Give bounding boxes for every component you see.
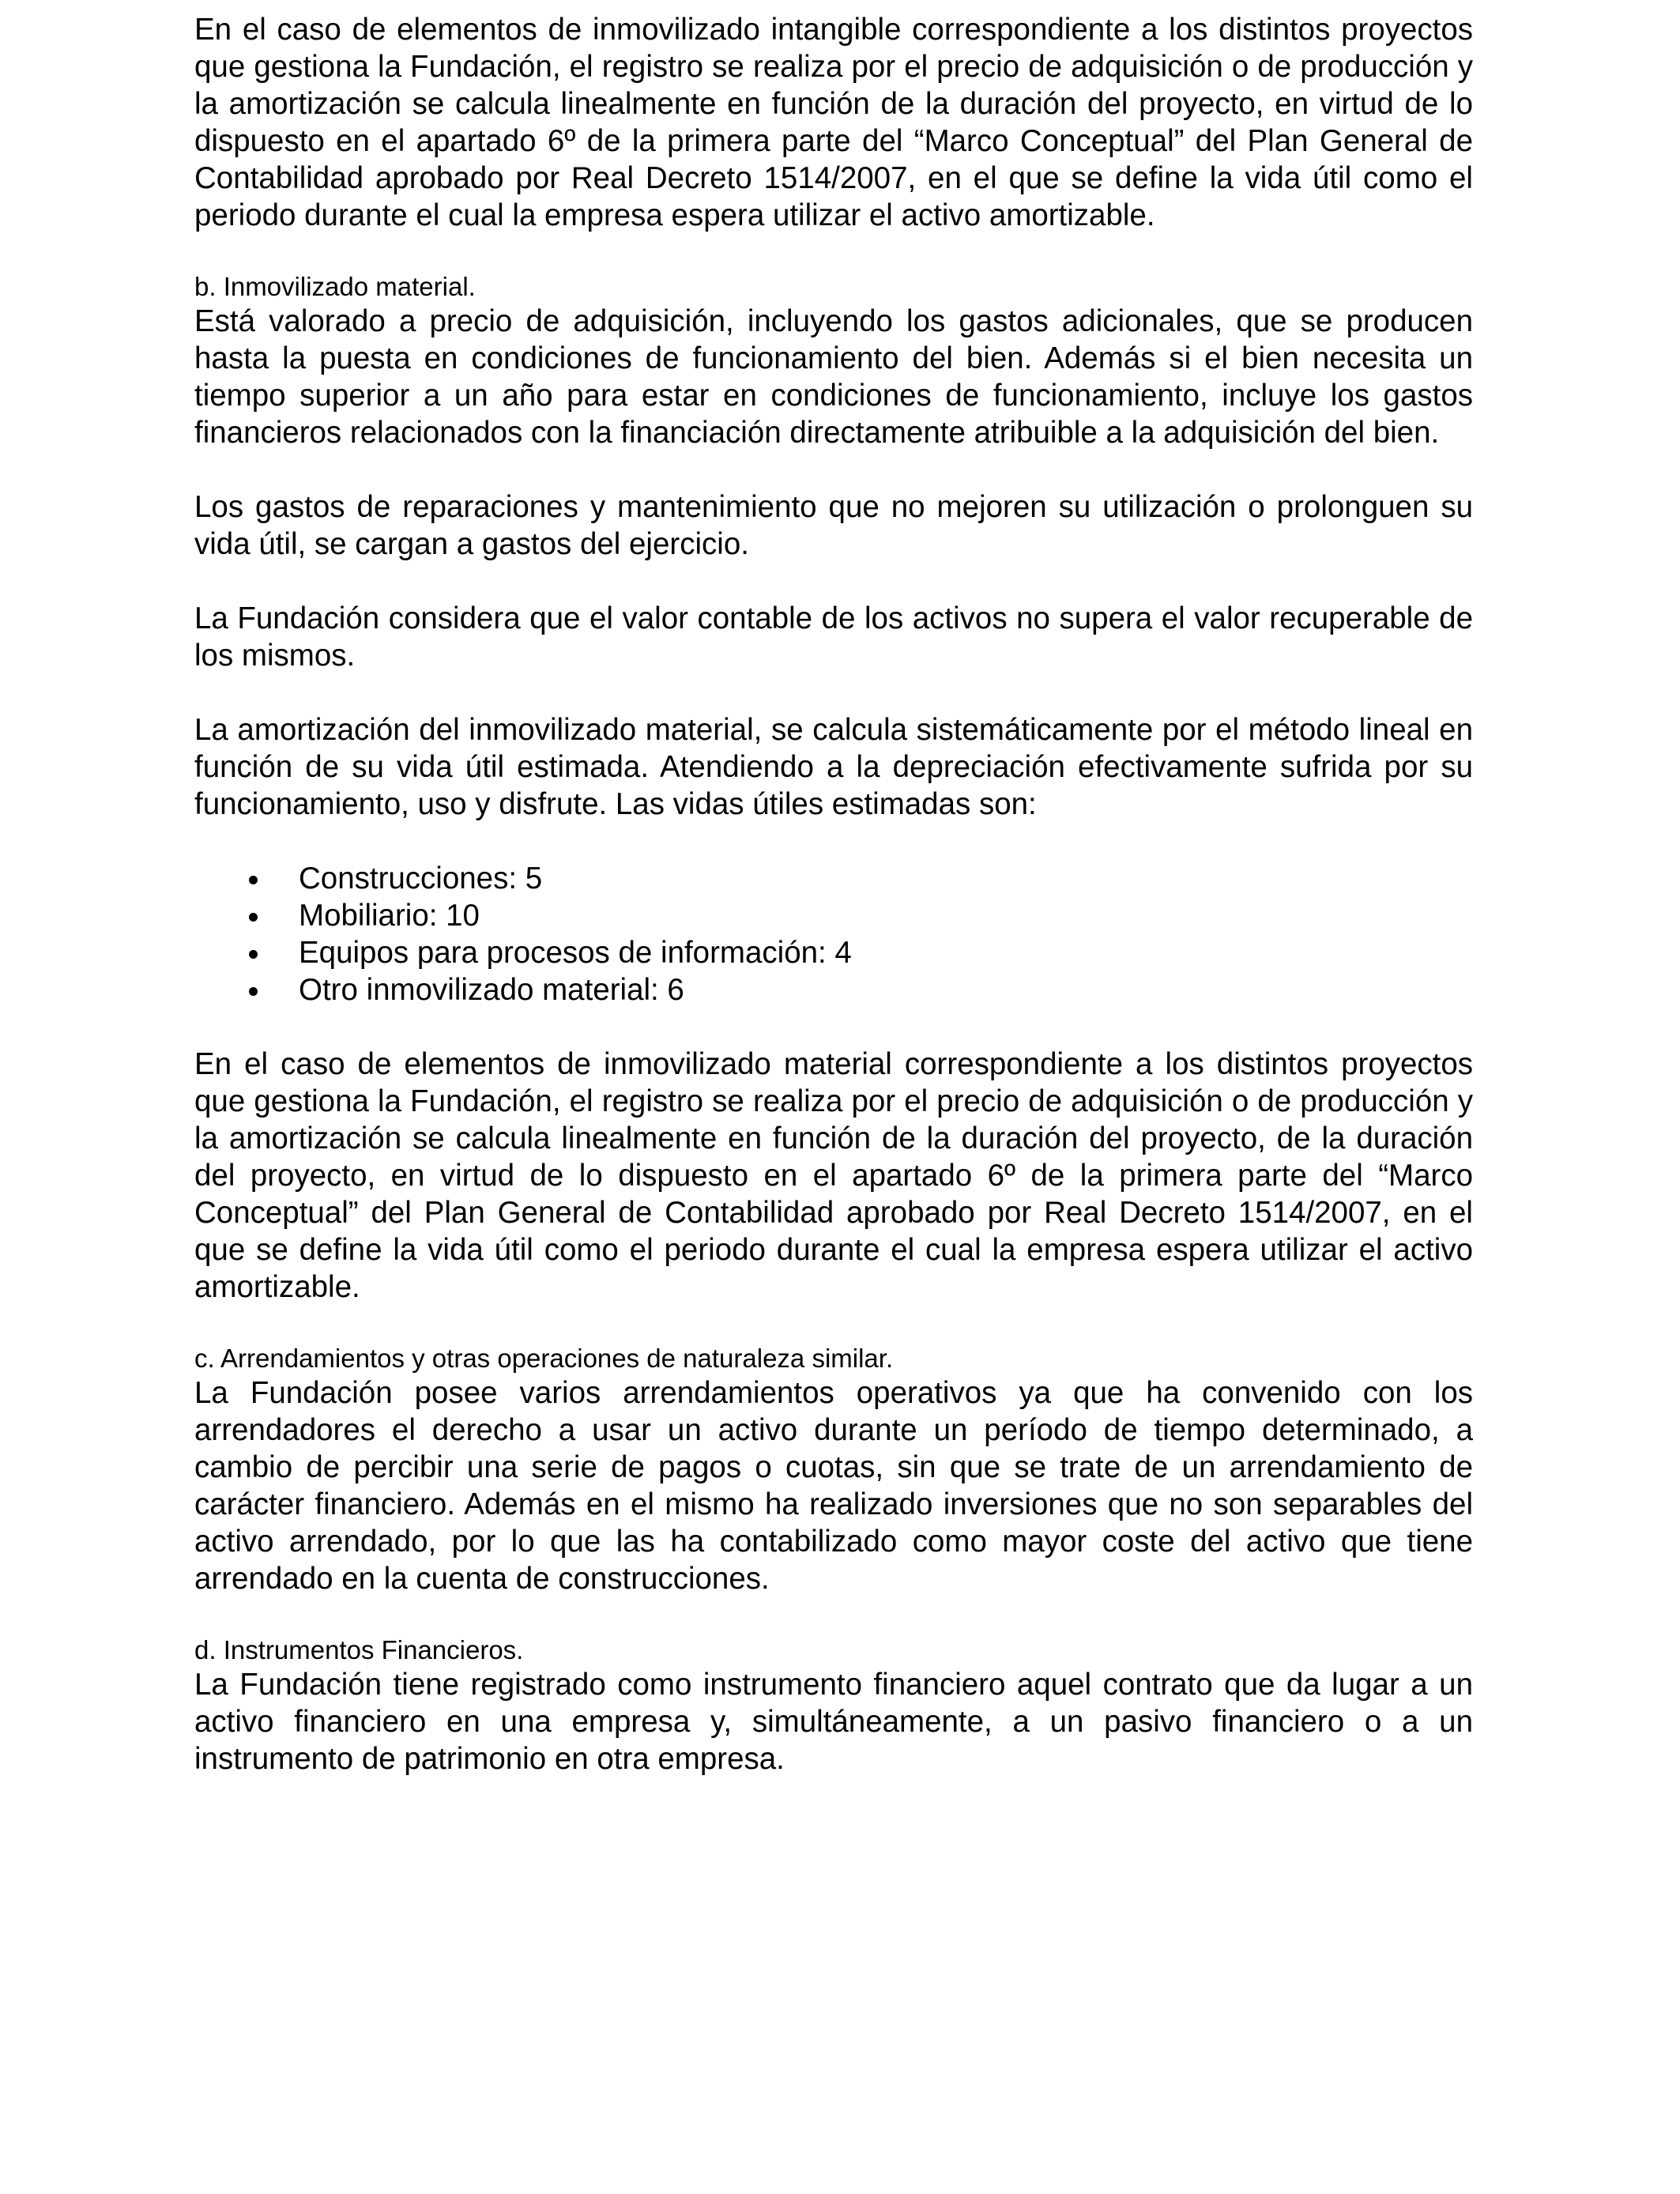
repairs-paragraph: Los gastos de reparaciones y mantenimiento que no mejoren su utilización o prolonguen su vida útil, se cargan a gastos del ejercicio. bbox=[194, 490, 1473, 561]
spacer bbox=[194, 823, 1473, 860]
spacer bbox=[194, 1597, 1473, 1634]
list-item bbox=[194, 897, 1473, 934]
financial-instruments-paragraph: La Fundación tiene registrado como instrumento financiero aquel contrato que da lugar a un activo financiero en una empresa y, simultáneamente, a un pasivo financiero o a un instrumento de patrimonio en otra empresa. bbox=[194, 1668, 1473, 1776]
intangible-projects-paragraph: En el caso de elementos de inmovilizado intangible correspondiente a los distintos proyectos que gestiona la Fundación, el registro se realiza por el precio de adquisición o de producción y la amortización se calcula linealmente en función de la duración del proyecto, en virtud de lo dispuesto en el apartado 6º de la primera parte del “Marco Conceptual” del Plan General de Contabilidad aprobado por Real Decreto 1514/2007, en el que se define la vida útil como el periodo durante el cual la empresa espera utilizar el activo amortizable. bbox=[194, 13, 1473, 232]
bullet-icon bbox=[249, 950, 258, 959]
section-b-heading: b. Inmovilizado material. bbox=[194, 272, 476, 301]
bullet-icon bbox=[249, 913, 258, 922]
spacer bbox=[194, 563, 1473, 600]
useful-lives-list bbox=[194, 860, 1473, 1008]
spacer bbox=[194, 234, 1473, 271]
valuation-paragraph: Está valorado a precio de adquisición, incluyendo los gastos adicionales, que se producen hasta la puesta en condiciones de funcionamiento del bien. Además si el bien necesita un tiempo superior a un año para estar en condiciones de funcionamiento, incluye los gastos financieros relacionados con la financiación directamente atribuible a la adquisición del bien. bbox=[194, 304, 1473, 450]
list-item-text: Construcciones: 5 bbox=[299, 861, 543, 895]
spacer bbox=[194, 1008, 1473, 1046]
list-item-text: Mobiliario: 10 bbox=[299, 899, 480, 933]
list-item bbox=[194, 860, 1473, 897]
section-d-heading: d. Instrumentos Financieros. bbox=[194, 1635, 524, 1664]
depreciation-paragraph: La amortización del inmovilizado material, se calcula sistemáticamente por el método lineal en función de su vida útil estimada. Atendiendo a la depreciación efectivamente sufrida por su funcionamiento, uso y disfrute. Las vidas útiles estimadas son: bbox=[194, 713, 1473, 821]
list-item bbox=[194, 971, 1473, 1008]
bullet-icon bbox=[249, 987, 258, 996]
spacer bbox=[194, 1306, 1473, 1343]
recoverable-value-paragraph: La Fundación considera que el valor contable de los activos no supera el valor recuperable de los mismos. bbox=[194, 601, 1473, 673]
tangible-projects-paragraph: En el caso de elementos de inmovilizado material correspondiente a los distintos proyectos que gestiona la Fundación, el registro se realiza por el precio de adquisición o de producción y la amortización se calcula linealmente en función de la duración del proyecto, de la duración del proyecto, en virtud de lo dispuesto en el apartado 6º de la primera parte del “Marco Conceptual” del Plan General de Contabilidad aprobado por Real Decreto 1514/2007, en el que se define la vida útil como el periodo durante el cual la empresa espera utilizar el activo amortizable. bbox=[194, 1047, 1473, 1304]
section-c-heading: c. Arrendamientos y otras operaciones de naturaleza similar. bbox=[194, 1344, 894, 1373]
list-item-text: Equipos para procesos de información: 4 bbox=[299, 936, 852, 970]
spacer bbox=[194, 451, 1473, 488]
leases-paragraph: La Fundación posee varios arrendamientos operativos ya que ha convenido con los arrendadores el derecho a usar un activo durante un período de tiempo determinado, a cambio de percibir una serie de pagos o cuotas, sin que se trate de un arrendamiento de carácter financiero. Además en el mismo ha realizado inversiones que no son separables del activo arrendado, por lo que las ha contabilizado como mayor coste del activo que tiene arrendado en la cuenta de construcciones. bbox=[194, 1376, 1473, 1596]
bullet-icon bbox=[249, 876, 258, 884]
document-page bbox=[194, 11, 1473, 1777]
list-item-text: Otro inmovilizado material: 6 bbox=[299, 973, 684, 1007]
list-item bbox=[194, 934, 1473, 971]
spacer bbox=[194, 674, 1473, 711]
